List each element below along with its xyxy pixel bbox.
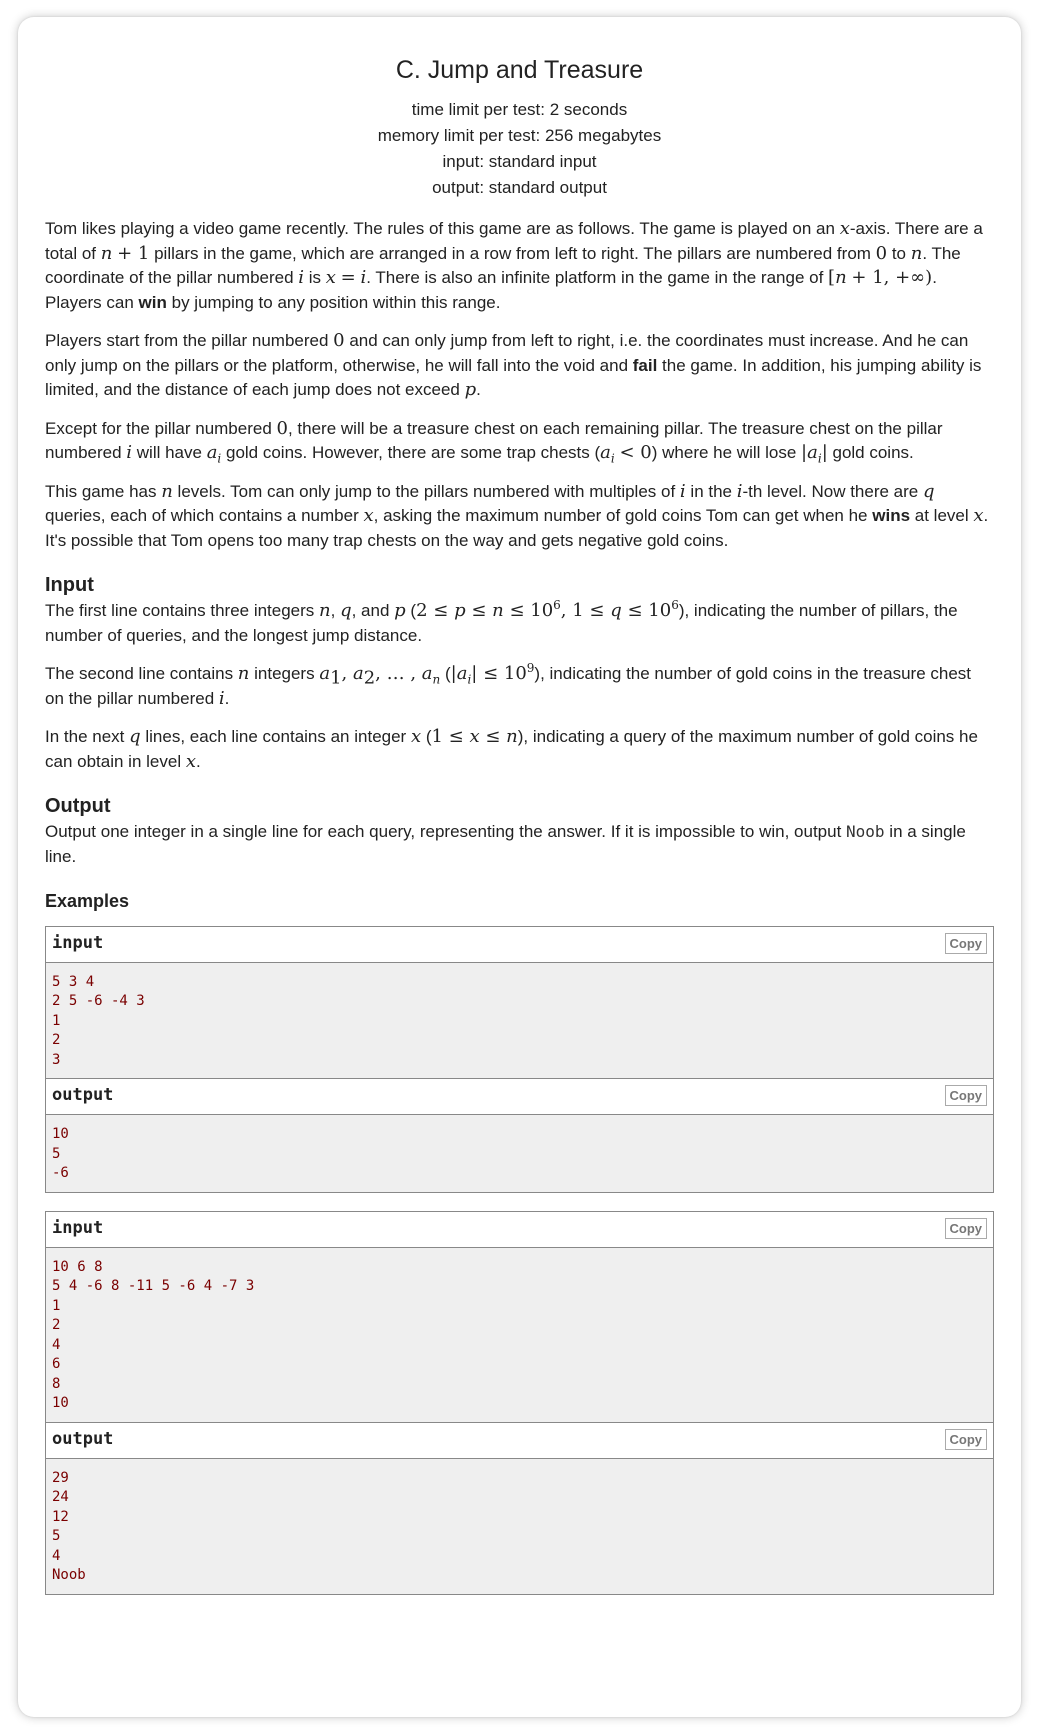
example-1-input[interactable] [46, 963, 993, 1079]
output-line: Noob [52, 1567, 86, 1583]
legend-paragraph-1: Tom likes playing a video game recently. The rules of this game are as follows. The game is played on an x-axis. There are a total of n + 1 pillars in the game, which are arranged in a row from left to right. The pillars are numbered from 0 to n. The coordinate of the pillar numbered i is x = i. There is also an infinite platform in the game in the range of [n + 1, +∞). Players can win by jumping to any position within this range. [45, 218, 983, 312]
memory-limit: memory limit per test: 256 megabytes [377, 126, 662, 145]
example-2-input[interactable] [46, 1248, 993, 1422]
input-paragraph-2: The second line contains n integers $a_1$, $a_2$, … , $a_n$ $(|a_i| \le 10^9)$, indicating the number of gold coins in the treasure chest on the pillar numbered i. [45, 661, 972, 709]
output-line: -6 [52, 1165, 69, 1181]
example-2-output[interactable] [46, 1459, 993, 1594]
example-1-input-header [46, 927, 993, 963]
example-2-input-header [46, 1212, 993, 1248]
input-line: 1 [52, 1297, 61, 1314]
example-2-output-header [46, 1422, 993, 1459]
input-paragraph-3: In the next q lines, each line contains an integer x (1 ≤ x ≤ n), indicating a query of the maximum number of gold coins he can obtain in level x. [45, 726, 978, 772]
io-output-label: output [52, 1428, 114, 1449]
input-line: 10 6 8 [52, 1258, 103, 1275]
output-file: output: standard output [432, 178, 607, 197]
noob-code: Noob [846, 822, 885, 841]
example-1-output-header [46, 1078, 993, 1115]
copy-button[interactable]: Copy [945, 1085, 988, 1106]
copy-button[interactable]: Copy [945, 1429, 988, 1450]
output-line: 5 [52, 1528, 61, 1544]
problem-statement [45, 217, 994, 1595]
output-line: 12 [52, 1508, 69, 1525]
output-line: 29 [52, 1469, 69, 1486]
legend-paragraph-3: Except for the pillar numbered 0, there will be a treasure chest on each remaining pillar. The treasure chest on the pillar numbered i will have $a_i$ gold coins. However, there are some trap chests $(a_i < 0)$ where he will lose $|a_i|$ gold coins. [45, 417, 943, 466]
problem-card [18, 17, 1021, 1717]
input-paragraph-1: The first line contains three integers n, q, and p ($2 \le p \le n \le 10^6$, $1 \le q \le 10^6$), indicating the number of pillars, the number of queries, and the longest jump distance. [45, 598, 958, 645]
input-line: 3 [52, 1051, 61, 1068]
input-line: 5 4 -6 8 -11 5 -6 4 -7 3 [52, 1278, 255, 1294]
io-input-label: input [52, 932, 104, 953]
input-line: 2 [52, 1317, 61, 1333]
output-line: 24 [52, 1489, 69, 1505]
input-section-title: Input [45, 574, 94, 596]
time-limit: time limit per test: 2 seconds [411, 100, 628, 119]
example-2 [45, 1211, 994, 1595]
output-paragraph: Output one integer in a single line for each query, representing the answer. If it is impossible to win, output Noob in a single line. [45, 822, 966, 866]
input-line: 5 3 4 [52, 973, 95, 990]
input-line: 2 5 -6 -4 3 [52, 993, 145, 1009]
io-input-label: input [52, 1217, 104, 1238]
legend-paragraph-4: This game has n levels. Tom can only jump to the pillars numbered with multiples of i in the i-th level. Now there are q queries, each of which contains a number x, asking the maximum number of gold coins Tom can get when he wins at level x. It's possible that Tom opens too many trap chests on the way and gets negative gold coins. [45, 480, 989, 550]
input-line: 4 [52, 1336, 61, 1353]
output-line: 5 [52, 1145, 61, 1162]
examples-title: Examples [45, 891, 130, 911]
copy-button[interactable]: Copy [945, 933, 988, 954]
input-line: 6 [52, 1356, 61, 1372]
input-line: 1 [52, 1012, 61, 1029]
example-1 [45, 926, 994, 1193]
problem-title: C. Jump and Treasure [395, 56, 644, 84]
output-section-title: Output [45, 795, 111, 817]
legend-paragraph-2: Players start from the pillar numbered 0 and can only jump from left to right, i.e. the coordinates must increase. And he can only jump on the pillars or the platform, otherwise, he will fall into the void and fail the game. In addition, his jumping ability is limited, and the distance of each jump does not exceed p. [45, 330, 982, 400]
output-line: 4 [52, 1547, 61, 1564]
problem-header [45, 17, 994, 201]
input-file: input: standard input [442, 152, 597, 171]
input-line: 2 [52, 1032, 61, 1048]
copy-button[interactable]: Copy [945, 1218, 988, 1239]
input-line: 8 [52, 1375, 61, 1392]
example-1-output[interactable] [46, 1115, 993, 1192]
io-output-label: output [52, 1085, 114, 1105]
input-line: 10 [52, 1395, 69, 1411]
output-line: 10 [52, 1126, 69, 1142]
